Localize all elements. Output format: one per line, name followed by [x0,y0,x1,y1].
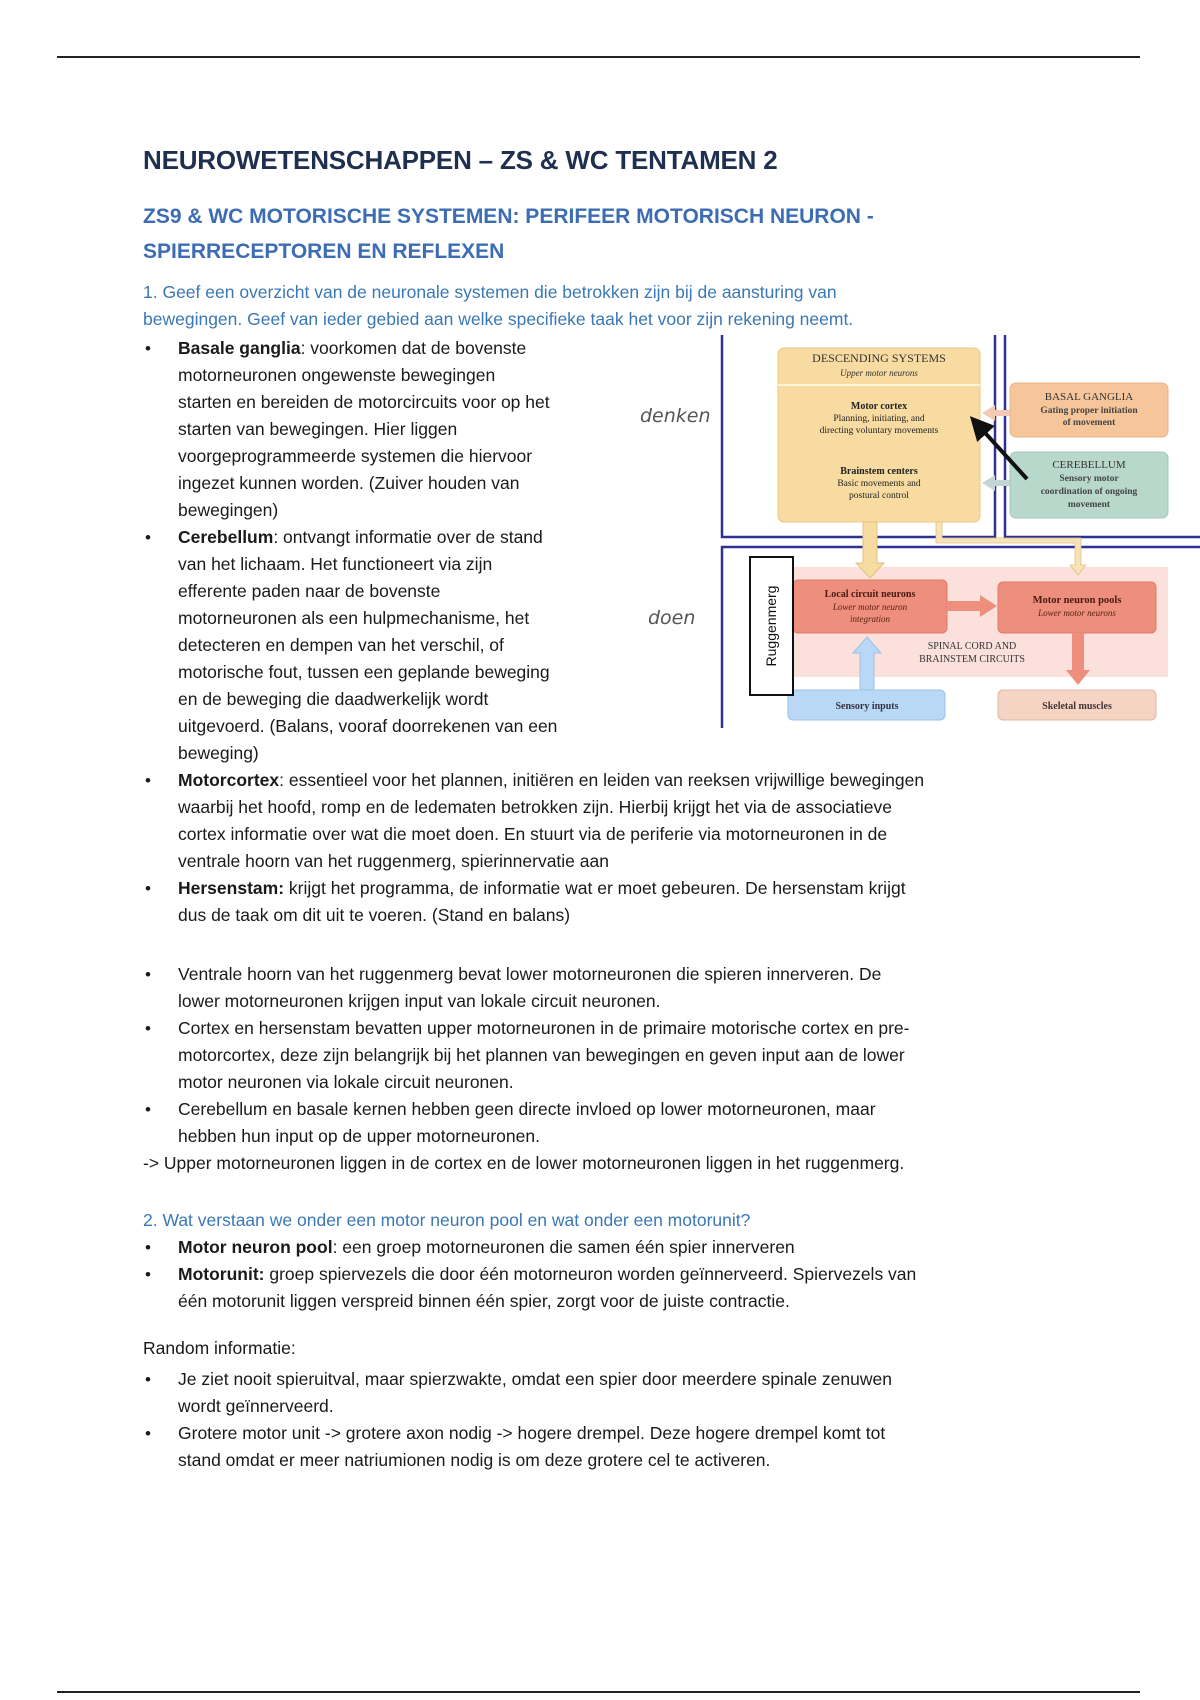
line-text: Cerebellum en basale kernen hebben geen directe invloed op lower motorneuronen, maar [178,1099,876,1119]
cerebellum-line: movement [1067,500,1111,510]
bullet-icon: • [145,1424,151,1443]
local-circuit-title: Local circuit neurons [824,589,916,600]
spinal-label: SPINAL CORD AND [927,641,1017,652]
text-line [178,1096,1063,1123]
brainstem-title: Brainstem centers [840,466,918,477]
line-text: 2. Wat verstaan we onder een motor neuron pool en wat onder een motorunit? [143,1210,751,1230]
line-text: starten van bewegingen. Hier liggen [178,419,458,439]
line-text: Je ziet nooit spieruitval, maar spierzwakte, omdat een spier door meerdere spinale zenuwen [178,1369,892,1389]
bullet-item [143,875,1063,929]
bullet-item [143,1234,1063,1261]
text-line [178,1069,1063,1096]
bullet-item [143,1366,1063,1420]
heading-line: SPIERRECEPTOREN EN REFLEXEN [143,240,505,263]
descending-systems-box [778,348,980,522]
term-label: Motorcortex [178,770,280,790]
motor-cortex-line: directing voluntary movements [819,426,939,436]
line-text: Cortex en hersenstam bevatten upper motorneuronen in de primaire motorische cortex en pre- [178,1018,910,1038]
text-line [143,1335,1063,1362]
line-text: Random informatie: [143,1338,296,1358]
ruggenmerg-label: Ruggenmerg [763,585,779,667]
text-line [178,1393,1063,1420]
spinal-label: BRAINSTEM CIRCUITS [919,654,1025,665]
descending-subtitle: Upper motor neurons [840,368,918,378]
cerebellum-title: CEREBELLUM [1052,459,1126,471]
paragraph [143,1150,1063,1177]
line-text: -> Upper motorneuronen liggen in de cortex en de lower motorneuronen liggen in het ruggenmerg. [143,1153,905,1173]
line-text: en de beweging die daadwerkelijk wordt [178,689,489,709]
cerebellum-box [1010,452,1168,518]
text-line [143,1150,1063,1177]
line-text: : ontvangt informatie over de stand [273,527,543,547]
basal-ganglia-title: BASAL GANGLIA [1044,391,1134,403]
text-line [178,1015,1063,1042]
cerebellum-line: coordination of ongoing [1040,487,1138,497]
bullet-item [143,1096,1063,1150]
text-line [178,1420,1063,1447]
bullet-icon: • [145,1370,151,1389]
text-line [178,961,1063,988]
term-label: Hersenstam: [178,878,285,898]
bullet-item [143,1261,1063,1315]
text-line [178,740,1063,767]
bullet-item [143,1420,1063,1474]
text-line [178,848,1063,875]
question-2 [143,1207,1063,1234]
bullet-icon: • [145,1265,151,1284]
bullet-icon: • [145,771,151,790]
motor-pools-title: Motor neuron pools [1032,595,1122,606]
line-text: motorcortex, deze zijn belangrijk bij het plannen van bewegingen en geven input aan de lower [178,1045,905,1065]
bullet-icon: • [145,1019,151,1038]
question-line: 1. Geef een overzicht van de neuronale systemen die betrokken zijn bij de aansturing van [143,282,837,302]
bullet-icon: • [145,339,151,358]
line-text: Grotere motor unit -> grotere axon nodig -> hogere drempel. Deze hogere drempel komt tot [178,1423,886,1443]
annotation-denken: denken [640,405,711,427]
local-circuit-line: Lower motor neuron [832,602,908,612]
bullet-icon: • [145,1238,151,1257]
text-line [178,1288,1063,1315]
line-text: ventrale hoorn van het ruggenmerg, spierinnervatie aan [178,851,609,871]
sensory-inputs-box [788,690,945,720]
line-text: voorgeprogrammeerde systemen die hiervoor [178,446,533,466]
paragraph [143,1335,1063,1362]
line-text: groep spiervezels die door één motorneuron worden geïnnerveerd. Spiervezels van [264,1264,917,1284]
line-text: Ventrale hoorn van het ruggenmerg bevat lower motorneuronen die spieren innerveren. De [178,964,882,984]
annotation-doen: doen [648,607,696,629]
motor-cortex-line: Planning, initiating, and [833,414,925,424]
line-text: hebben hun input op de upper motorneuronen. [178,1126,540,1146]
bullet-item [143,767,1063,875]
text-line [178,1234,1063,1261]
text-line [178,875,1063,902]
line-text: motor neuronen via lokale circuit neuronen. [178,1072,514,1092]
line-text: waarbij het hoofd, romp en de ledematen betrokken zijn. Hierbij krijgt het via de associatieve [178,797,892,817]
text-line [178,988,1063,1015]
text-line [143,1207,1063,1234]
line-text: bewegingen) [178,500,279,520]
question-1 [143,279,853,333]
text-line [178,1366,1063,1393]
term-label: Motor neuron pool [178,1237,333,1257]
line-text: één motorunit liggen verspreid binnen één spier, zorgt voor de juiste contractie. [178,1291,790,1311]
page-title: NEUROWETENSCHAPPEN – ZS & WC TENTAMEN 2 [143,145,778,175]
motor-cortex-title: Motor cortex [850,401,908,412]
heading-line: ZS9 & WC MOTORISCHE SYSTEMEN: PERIFEER MOTORISCH NEURON - [143,205,874,228]
line-text: dus de taak om dit uit te voeren. (Stand en balans) [178,905,571,925]
term-label: Motorunit: [178,1264,265,1284]
ruggenmerg-label-box [750,557,793,695]
line-text: starten en bereiden de motorcircuits voor op het [178,392,550,412]
brainstem-line: postural control [849,491,909,501]
line-text: : voorkomen dat de bovenste [300,338,527,358]
line-text: ingezet kunnen worden. (Zuiver houden van [178,473,520,493]
skeletal-muscles-box [998,690,1156,720]
line-text: : een groep motorneuronen die samen één spier innerveren [332,1237,795,1257]
local-circuit-line: integration [850,614,890,624]
bullet-item [143,1015,1063,1096]
term-label: Cerebellum [178,527,274,547]
motor-systems-diagram [710,335,1200,735]
bullet-icon: • [145,528,151,547]
sensory-label: Sensory inputs [835,701,899,712]
text-line [178,1261,1063,1288]
line-text: detecteren en dempen van het verschil, of [178,635,504,655]
section-heading [143,199,874,269]
line-text: cortex informatie over wat die moet doen. En stuurt via de periferie via motorneuronen in de [178,824,888,844]
bullet-item [143,961,1063,1015]
descending-title: DESCENDING SYSTEMS [812,351,946,365]
bullet-icon: • [145,965,151,984]
text-line [178,902,1063,929]
text-line [178,1447,1063,1474]
motor-pools-line: Lower motor neurons [1038,608,1116,618]
top-rule [57,56,1140,58]
cerebellum-line: Sensory motor [1059,474,1119,484]
brainstem-line: Basic movements and [837,479,921,489]
skeletal-label: Skeletal muscles [1042,701,1112,712]
motor-neuron-pools-box [998,582,1156,633]
question-line: bewegingen. Geef van ieder gebied aan welke specifieke taak het voor zijn rekening neemt. [143,309,854,329]
bullet-icon: • [145,1100,151,1119]
line-text: beweging) [178,743,259,763]
text-line [178,767,1063,794]
local-circuit-box [793,580,947,633]
text-line [178,821,1063,848]
line-text: krijgt het programma, de informatie wat er moet gebeuren. De hersenstam krijgt [284,878,906,898]
line-text: motorische fout, tussen een geplande beweging [178,662,550,682]
bullet-icon: • [145,879,151,898]
text-line [178,1042,1063,1069]
line-text: uitgevoerd. (Balans, vooraf doorrekenen van een [178,716,558,736]
basal-ganglia-line: Gating proper initiation [1040,406,1138,416]
basal-ganglia-line: of movement [1062,418,1116,428]
line-text: van het lichaam. Het functioneert via zijn [178,554,493,574]
bottom-rule [57,1691,1140,1693]
line-text: motorneuronen ongewenste bewegingen [178,365,496,385]
text-line [178,794,1063,821]
term-label: Basale ganglia [178,338,301,358]
line-text: stand omdat er meer natriumionen nodig is om deze grotere cel te activeren. [178,1450,771,1470]
basal-ganglia-box [1010,383,1168,437]
line-text: lower motorneuronen krijgen input van lokale circuit neuronen. [178,991,661,1011]
text-line [178,1123,1063,1150]
line-text: : essentieel voor het plannen, initiëren en leiden van reeksen vrijwillige bewegingen [279,770,925,790]
line-text: motorneuronen als een hulpmechanisme, het [178,608,530,628]
line-text: wordt geïnnerveerd. [178,1396,334,1416]
line-text: efferente paden naar de bovenste [178,581,441,601]
